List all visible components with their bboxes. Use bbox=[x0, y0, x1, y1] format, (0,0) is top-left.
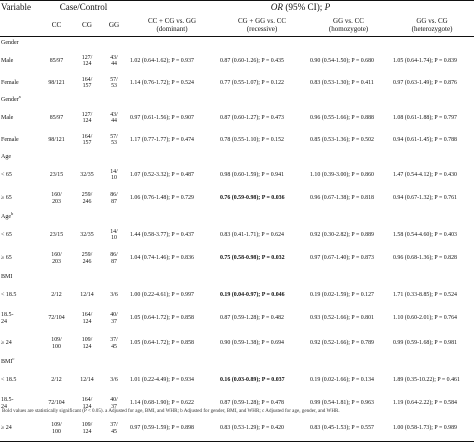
or-result-cell bbox=[390, 369, 474, 391]
or-result-cell bbox=[217, 129, 307, 151]
section-title-footnote-mark: c bbox=[12, 356, 15, 362]
row-label: < 18.5 bbox=[1, 376, 17, 383]
or-result-cell bbox=[307, 284, 390, 306]
or-result-text: 0.16 (0.03-0.89); P = 0.037 bbox=[220, 376, 285, 383]
or-result-text: 1.02 (0.64-1.62); P = 0.937 bbox=[130, 57, 194, 64]
or-result-cell bbox=[390, 306, 474, 331]
or-result-cell bbox=[127, 416, 217, 442]
or-result-text: 0.97 (0.63-1.49); P = 0.876 bbox=[393, 79, 457, 86]
row-label: ≥ 65 bbox=[1, 195, 12, 202]
count-cc: 98/121 bbox=[48, 136, 65, 143]
or-result-cell bbox=[127, 306, 217, 331]
or-result-text: 1.08 (0.61-1.88); P = 0.797 bbox=[393, 114, 457, 121]
or-result-text: 0.96 (0.68-1.36); P = 0.828 bbox=[393, 255, 457, 262]
or-result-text: 1.10 (0.60-2.01); P = 0.764 bbox=[393, 315, 457, 322]
section-title-text: Age bbox=[1, 154, 11, 161]
section-title-footnote-mark: b bbox=[11, 211, 14, 217]
count-cc: 72/104 bbox=[48, 400, 65, 407]
or-result-text: 0.96 (0.67-1.38); P = 0.818 bbox=[310, 195, 374, 202]
section-row bbox=[0, 94, 474, 107]
or-result-text: 1.58 (0.54-4.60); P = 0.403 bbox=[393, 231, 457, 238]
row-label: 18.5- 24 bbox=[1, 397, 14, 410]
or-result-text: 1.00 (0.22-4.61); P = 0.997 bbox=[130, 291, 194, 298]
or-result-cell bbox=[390, 164, 474, 186]
count-cg: 32/35 bbox=[80, 231, 94, 238]
section-title-text: BMI bbox=[1, 359, 13, 366]
or-result-cell bbox=[307, 331, 390, 356]
or-result-text: 1.05 (0.64-1.72); P = 0.858 bbox=[130, 340, 194, 347]
or-result-text: 0.19 (0.02-1.66); P = 0.134 bbox=[310, 376, 374, 383]
or-result-cell bbox=[390, 331, 474, 356]
or-result-cell bbox=[217, 50, 307, 72]
or-result-cell bbox=[390, 50, 474, 72]
or-result-text: 0.76 (0.59-0.98); P = 0.036 bbox=[220, 195, 285, 202]
variable-header-spacer bbox=[0, 14, 40, 37]
or-result-cell bbox=[217, 369, 307, 391]
row-label: Male bbox=[1, 114, 14, 121]
table-row bbox=[0, 416, 474, 442]
count-cc: 23/15 bbox=[49, 171, 64, 178]
or-result-text: 0.87 (0.60-1.27); P = 0.473 bbox=[220, 114, 284, 121]
or-result-text: 1.17 (0.77-1.77); P = 0.474 bbox=[130, 136, 194, 143]
comparison-header-dominant: CC + CG vs. GG (dominant) bbox=[147, 17, 197, 33]
or-result-cell bbox=[307, 306, 390, 331]
count-cg: 164/ 157 bbox=[81, 76, 93, 89]
count-gg: 86/ 87 bbox=[110, 252, 118, 265]
or-result-text: 1.14 (0.68-1.90); P = 0.622 bbox=[130, 400, 194, 407]
section-title bbox=[0, 356, 474, 369]
row-label: ≥ 24 bbox=[1, 425, 12, 432]
or-result-text: 0.94 (0.67-1.32); P = 0.761 bbox=[393, 195, 457, 202]
or-result-cell bbox=[217, 186, 307, 211]
or-result-text: 1.00 (0.58-1.73); P = 0.989 bbox=[393, 425, 457, 432]
table-row bbox=[0, 284, 474, 306]
or-result-text: 0.75 (0.58-0.98); P = 0.032 bbox=[220, 255, 285, 262]
table-row bbox=[0, 331, 474, 356]
table-row bbox=[0, 246, 474, 271]
count-cg: 127/ 124 bbox=[81, 111, 93, 124]
section-row bbox=[0, 211, 474, 224]
or-result-cell bbox=[127, 129, 217, 151]
section-title bbox=[0, 151, 474, 164]
count-cg: 12/14 bbox=[80, 291, 94, 298]
or-result-cell bbox=[390, 224, 474, 246]
or-result-text: 0.97 (0.67-1.40); P = 0.873 bbox=[310, 255, 374, 262]
or-result-text: 0.77 (0.55-1.07); P = 0.122 bbox=[220, 79, 284, 86]
or-result-text: 0.98 (0.60-1.59); P = 0.941 bbox=[220, 171, 284, 178]
or-result-cell bbox=[390, 284, 474, 306]
section-title bbox=[0, 211, 474, 224]
table-row bbox=[0, 369, 474, 391]
or-result-text: 0.83 (0.41-1.71); P = 0.624 bbox=[220, 231, 284, 238]
count-gg: 37/ 45 bbox=[110, 422, 118, 435]
table-row bbox=[0, 306, 474, 331]
row-label: 18.5- 24 bbox=[1, 312, 14, 325]
row-label: Female bbox=[1, 136, 19, 143]
or-result-cell bbox=[390, 186, 474, 211]
or-result-cell bbox=[307, 416, 390, 442]
or-result-cell bbox=[390, 72, 474, 94]
or-result-text: 1.71 (0.33-8.85); P = 0.524 bbox=[393, 291, 457, 298]
comparison-header-homozygote: GG vs. CC (homozygote) bbox=[328, 17, 369, 33]
or-result-cell bbox=[127, 186, 217, 211]
count-cc: 85/97 bbox=[49, 57, 64, 64]
count-cg: 109/ 124 bbox=[81, 337, 93, 350]
table-body bbox=[0, 37, 474, 442]
case-control-header: Case/Control bbox=[59, 2, 108, 12]
or-result-text: 0.83 (0.45-1.53); P = 0.557 bbox=[310, 425, 374, 432]
or-header: OR (95% CI); P bbox=[270, 2, 331, 12]
count-gg: 14/ 10 bbox=[110, 228, 118, 241]
section-title-text: Gender bbox=[1, 40, 19, 47]
or-result-cell bbox=[127, 369, 217, 391]
or-result-cell bbox=[217, 331, 307, 356]
count-cc: 109/ 100 bbox=[51, 422, 62, 435]
table-row bbox=[0, 186, 474, 211]
or-result-cell bbox=[307, 186, 390, 211]
or-result-text: 1.01 (0.22-4.49); P = 0.934 bbox=[130, 376, 194, 383]
section-title bbox=[0, 271, 474, 284]
count-cg: 12/14 bbox=[80, 376, 94, 383]
count-cc: 160/ 203 bbox=[51, 252, 62, 265]
count-cg: 164/ 157 bbox=[81, 133, 93, 146]
group-header-cc: CC bbox=[51, 20, 62, 29]
or-result-text: 1.05 (0.64-1.74); P = 0.839 bbox=[393, 57, 457, 64]
table-row bbox=[0, 129, 474, 151]
count-gg: 86/ 87 bbox=[110, 192, 118, 205]
section-title-text: Age bbox=[1, 214, 11, 221]
count-cc: 23/15 bbox=[49, 231, 64, 238]
count-cg: 164/ 124 bbox=[81, 397, 93, 410]
group-header-gg: GG bbox=[108, 20, 120, 29]
or-result-text: 1.47 (0.54-4.12); P = 0.430 bbox=[393, 171, 457, 178]
count-gg: 57/ 53 bbox=[110, 133, 118, 146]
or-result-text: 1.07 (0.52-3.32); P = 0.487 bbox=[130, 171, 194, 178]
group-header-cg: CG bbox=[82, 20, 92, 29]
count-gg: 43/ 44 bbox=[110, 111, 118, 124]
or-result-cell bbox=[127, 246, 217, 271]
row-label: Male bbox=[1, 57, 14, 64]
count-cc: 98/121 bbox=[48, 79, 65, 86]
or-result-cell bbox=[307, 129, 390, 151]
or-result-cell bbox=[127, 224, 217, 246]
or-result-text: 0.87 (0.59-1.28); P = 0.482 bbox=[220, 315, 284, 322]
or-result-cell bbox=[390, 107, 474, 129]
comparison-header-recessive: CG + GG vs. CC (recessive) bbox=[237, 17, 287, 33]
section-title-text: Gender bbox=[1, 97, 19, 104]
row-label: < 18.5 bbox=[1, 291, 17, 298]
or-result-text: 0.78 (0.55-1.10); P = 0.152 bbox=[220, 136, 284, 143]
or-result-cell bbox=[217, 284, 307, 306]
or-result-cell bbox=[390, 416, 474, 442]
or-result-cell bbox=[307, 72, 390, 94]
or-result-text: 1.06 (0.76-1.48); P = 0.729 bbox=[130, 195, 194, 202]
count-cc: 160/ 203 bbox=[51, 192, 62, 205]
count-gg: 37/ 45 bbox=[110, 337, 118, 350]
table-row bbox=[0, 72, 474, 94]
count-cg: 127/ 124 bbox=[81, 54, 93, 67]
or-result-text: 1.10 (0.39-3.00); P = 0.860 bbox=[310, 171, 374, 178]
comparison-header-heterozygote: GG vs. CG (heterozygote) bbox=[411, 17, 453, 33]
row-label: ≥ 24 bbox=[1, 340, 12, 347]
section-row bbox=[0, 37, 474, 51]
or-result-text: 0.94 (0.61-1.45); P = 0.788 bbox=[393, 136, 457, 143]
row-label: < 65 bbox=[1, 171, 12, 178]
count-gg: 57/ 53 bbox=[110, 76, 118, 89]
section-title bbox=[0, 94, 474, 107]
or-result-cell bbox=[217, 306, 307, 331]
count-cg: 109/ 124 bbox=[81, 422, 93, 435]
or-result-text: 1.04 (0.74-1.46); P = 0.836 bbox=[130, 255, 194, 262]
table-row bbox=[0, 50, 474, 72]
section-row bbox=[0, 151, 474, 164]
or-result-text: 0.85 (0.53-1.36); P = 0.502 bbox=[310, 136, 374, 143]
count-gg: 43/ 44 bbox=[110, 54, 118, 67]
or-result-text: 1.19 (0.64-2.22); P = 0.584 bbox=[393, 400, 457, 407]
or-result-text: 0.87 (0.59-1.28); P = 0.478 bbox=[220, 400, 284, 407]
or-result-cell bbox=[127, 107, 217, 129]
section-title-text: BMI bbox=[1, 274, 13, 281]
or-result-text: 1.44 (0.58-3.77); P = 0.437 bbox=[130, 231, 194, 238]
count-cg: 32/35 bbox=[80, 171, 94, 178]
count-gg: 14/ 10 bbox=[110, 168, 118, 181]
or-result-cell bbox=[390, 129, 474, 151]
count-gg: 3/6 bbox=[110, 291, 118, 298]
table-row bbox=[0, 224, 474, 246]
or-result-cell bbox=[127, 50, 217, 72]
count-cc: 2/12 bbox=[51, 376, 62, 383]
section-title-footnote-mark: a bbox=[18, 94, 21, 100]
or-result-cell bbox=[217, 72, 307, 94]
or-result-text: 0.97 (0.61-1.56); P = 0.907 bbox=[130, 114, 194, 121]
or-result-cell bbox=[127, 164, 217, 186]
row-label: ≥ 65 bbox=[1, 255, 12, 262]
section-row bbox=[0, 271, 474, 284]
or-result-cell bbox=[307, 224, 390, 246]
or-result-text: 0.92 (0.30-2.82); P = 0.889 bbox=[310, 231, 374, 238]
or-result-cell bbox=[217, 107, 307, 129]
table-row bbox=[0, 107, 474, 129]
count-cc: 72/104 bbox=[48, 315, 65, 322]
or-result-text: 0.99 (0.54-1.81); P = 0.963 bbox=[310, 400, 374, 407]
row-label: Female bbox=[1, 79, 19, 86]
count-cc: 2/12 bbox=[51, 291, 62, 298]
or-result-text: 0.87 (0.60-1.26); P = 0.435 bbox=[220, 57, 284, 64]
section-title bbox=[0, 37, 474, 51]
or-result-text: 0.96 (0.55-1.66); P = 0.888 bbox=[310, 114, 374, 121]
or-result-text: 0.90 (0.59-1.38); P = 0.694 bbox=[220, 340, 284, 347]
count-cg: 164/ 124 bbox=[81, 312, 93, 325]
or-result-text: 0.83 (0.53-1.29); P = 0.420 bbox=[220, 425, 284, 432]
or-result-text: 0.19 (0.04-0.97); P = 0.046 bbox=[220, 291, 285, 298]
table-footnote: Bold values are statistically significant (P < 0.05). a Adjusted for age, BMI, and WHR; b Adjusted for gender, BMI, and WHR; c Adjusted for age, gender, and WHR. bbox=[2, 408, 340, 414]
variable-header: Variable bbox=[1, 2, 31, 12]
or-result-text: 0.93 (0.52-1.66); P = 0.801 bbox=[310, 315, 374, 322]
or-result-cell bbox=[307, 246, 390, 271]
or-result-text: 0.99 (0.59-1.68); P = 0.981 bbox=[393, 340, 457, 347]
section-row bbox=[0, 356, 474, 369]
or-result-text: 0.83 (0.53-1.30); P = 0.411 bbox=[310, 79, 374, 86]
or-result-cell bbox=[217, 416, 307, 442]
count-cg: 259/ 246 bbox=[81, 192, 93, 205]
or-result-cell bbox=[307, 164, 390, 186]
or-result-cell bbox=[390, 246, 474, 271]
or-result-text: 1.14 (0.76-1.72); P = 0.524 bbox=[130, 79, 194, 86]
count-cg: 259/ 246 bbox=[81, 252, 93, 265]
row-label: < 65 bbox=[1, 231, 12, 238]
count-cc: 85/97 bbox=[49, 114, 64, 121]
count-cc: 109/ 100 bbox=[51, 337, 62, 350]
or-result-cell bbox=[307, 107, 390, 129]
or-result-text: 0.19 (0.02-1.59); P = 0.127 bbox=[310, 291, 374, 298]
count-gg: 3/6 bbox=[110, 376, 118, 383]
or-result-text: 0.90 (0.54-1.50); P = 0.680 bbox=[310, 57, 374, 64]
or-result-cell bbox=[217, 246, 307, 271]
or-result-cell bbox=[307, 369, 390, 391]
or-result-text: 1.05 (0.64-1.72); P = 0.858 bbox=[130, 315, 194, 322]
or-result-cell bbox=[127, 284, 217, 306]
table-row bbox=[0, 164, 474, 186]
or-result-cell bbox=[307, 50, 390, 72]
or-result-cell bbox=[127, 72, 217, 94]
or-result-cell bbox=[127, 331, 217, 356]
or-result-text: 1.89 (0.35-10.22); P = 0.461 bbox=[393, 376, 460, 383]
count-gg: 40/ 37 bbox=[110, 397, 118, 410]
count-gg: 40/ 37 bbox=[110, 312, 118, 325]
or-result-text: 0.92 (0.52-1.66); P = 0.789 bbox=[310, 340, 374, 347]
or-result-text: 0.97 (0.59-1.59); P = 0.898 bbox=[130, 425, 194, 432]
or-result-cell bbox=[217, 164, 307, 186]
or-result-cell bbox=[217, 224, 307, 246]
